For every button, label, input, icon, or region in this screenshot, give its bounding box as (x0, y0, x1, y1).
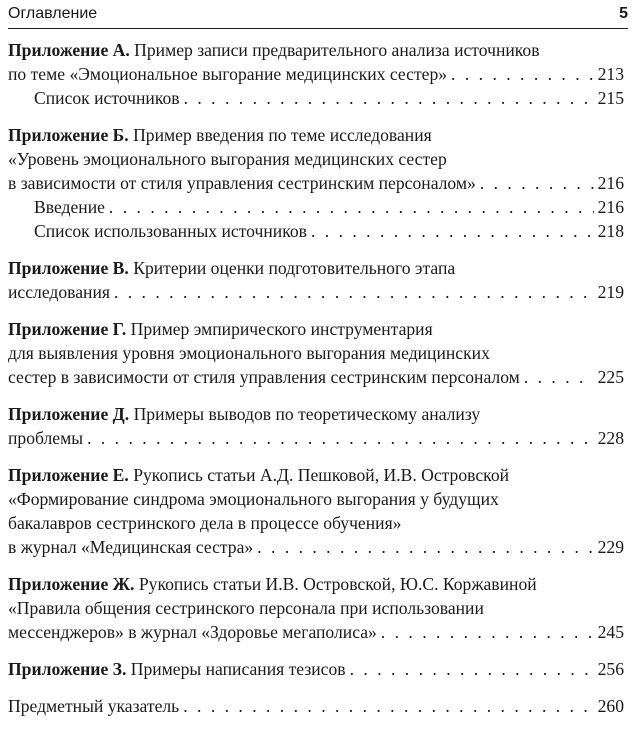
toc-page-number: 225 (597, 367, 624, 387)
appendix-label: Приложение В. (8, 258, 129, 278)
toc-text: сестер в зависимости от стиля управления сестринским персоналом (8, 367, 520, 387)
dot-leader (311, 219, 594, 243)
toc-text: «Формирование синдрома эмоционального выгорания у будущих (8, 489, 499, 509)
toc-subentry (8, 219, 624, 243)
toc-line-with-page (8, 365, 624, 389)
dot-leader (109, 195, 594, 219)
toc-page-number: 256 (597, 659, 624, 679)
dot-leader (114, 280, 594, 304)
toc-text: Пример записи предварительного анализа источников (134, 40, 540, 60)
toc-text: исследования (8, 282, 110, 302)
toc-line (8, 572, 624, 596)
toc-line-with-page (8, 535, 624, 559)
toc-line (8, 256, 624, 280)
toc-text-wrap (8, 426, 83, 450)
dot-leader (381, 620, 594, 644)
appendix-label: Приложение Д. (8, 404, 130, 424)
appendix-label: Приложение Ж. (8, 574, 135, 594)
page-number: 5 (619, 5, 628, 22)
toc-text-wrap (8, 365, 520, 389)
toc-text: в журнал «Медицинская сестра» (8, 537, 254, 557)
toc-line (8, 341, 624, 365)
toc-subentry (8, 195, 624, 219)
toc-text: Примеры выводов по теоретическому анализу (133, 404, 481, 424)
toc-entry (8, 463, 624, 559)
toc-page-number: 215 (597, 88, 624, 108)
toc-text: проблемы (8, 428, 84, 448)
toc-text-wrap (8, 535, 253, 559)
toc-page-number: 219 (597, 282, 624, 302)
toc-line-with-page (8, 426, 624, 450)
dot-leader (350, 657, 594, 681)
toc-line (8, 596, 624, 620)
toc-line (8, 511, 624, 535)
appendix-label: Приложение Е. (8, 465, 129, 485)
toc-line-with-page (8, 171, 624, 195)
toc-entry (8, 317, 624, 389)
page-header (8, 2, 628, 29)
toc-text: Рукопись статьи А.Д. Пешковой, И.В. Островской (133, 465, 510, 485)
toc-line (8, 317, 624, 341)
toc-line-with-page (8, 62, 624, 86)
appendix-label: Приложение Г. (8, 319, 127, 339)
toc-line (8, 123, 624, 147)
toc-text: «Уровень эмоционального выгорания медицинских сестер (8, 149, 447, 169)
toc-page-number: 216 (597, 197, 624, 217)
toc-text: по теме «Эмоциональное выгорание медицинских сестер» (8, 64, 448, 84)
dot-leader (257, 535, 593, 559)
toc-entry (8, 256, 624, 304)
toc-text-wrap (8, 280, 110, 304)
toc-entry (8, 694, 624, 718)
toc-entry (8, 572, 624, 644)
toc-text: Предметный указатель (8, 696, 180, 716)
toc-line-with-page (8, 694, 624, 718)
appendix-label: Приложение Б. (8, 125, 129, 145)
toc-text-wrap (8, 694, 179, 718)
toc-subentry-text: Введение (34, 197, 105, 217)
toc-line-with-page (8, 657, 624, 681)
table-of-contents (8, 38, 624, 731)
toc-line (8, 463, 624, 487)
running-title: Оглавление (8, 5, 98, 22)
toc-line-with-page (8, 280, 624, 304)
dot-leader (184, 86, 594, 110)
toc-page-number: 228 (597, 428, 624, 448)
toc-text-wrap (8, 62, 447, 86)
toc-text: мессенджеров» в журнал «Здоровье мегаполиса» (8, 622, 377, 642)
toc-page-number: 218 (597, 221, 624, 241)
toc-text: для выявления уровня эмоционального выгорания медицинских (8, 343, 490, 363)
toc-text: Пример эмпирического инструментария (130, 319, 433, 339)
toc-entry (8, 657, 624, 681)
toc-text: в зависимости от стиля управления сестринским персоналом» (8, 173, 476, 193)
toc-subentry (8, 86, 624, 110)
dot-leader (451, 62, 594, 86)
toc-line (8, 147, 624, 171)
toc-page-number: 245 (597, 622, 624, 642)
toc-text: Примеры написания тезисов (130, 659, 346, 679)
dot-leader (87, 426, 594, 450)
appendix-label: Приложение А. (8, 40, 130, 60)
toc-text: Рукопись статьи И.В. Островской, Ю.С. Коржавиной (138, 574, 537, 594)
toc-page-number: 260 (597, 696, 624, 716)
toc-text-wrap (8, 171, 476, 195)
toc-subentry-text: Список использованных источников (34, 221, 307, 241)
toc-text: бакалавров сестринского дела в процессе обучения» (8, 513, 402, 533)
dot-leader (480, 171, 594, 195)
toc-subentry-text: Список источников (34, 88, 180, 108)
toc-line (8, 402, 624, 426)
toc-text: «Правила общения сестринского персонала при использовании (8, 598, 484, 618)
toc-page-number: 216 (597, 173, 624, 193)
toc-entry (8, 402, 624, 450)
toc-line-with-page (8, 620, 624, 644)
toc-entry (8, 123, 624, 243)
toc-text-wrap (8, 620, 377, 644)
toc-line (8, 487, 624, 511)
toc-text-wrap (8, 657, 346, 681)
toc-text: Пример введения по теме исследования (133, 125, 432, 145)
toc-page-number: 213 (597, 64, 624, 84)
dot-leader (183, 694, 593, 718)
toc-page-number: 229 (597, 537, 624, 557)
appendix-label: Приложение З. (8, 659, 127, 679)
toc-line (8, 38, 624, 62)
dot-leader (524, 365, 594, 389)
toc-entry (8, 38, 624, 110)
toc-text: Критерии оценки подготовительного этапа (133, 258, 456, 278)
